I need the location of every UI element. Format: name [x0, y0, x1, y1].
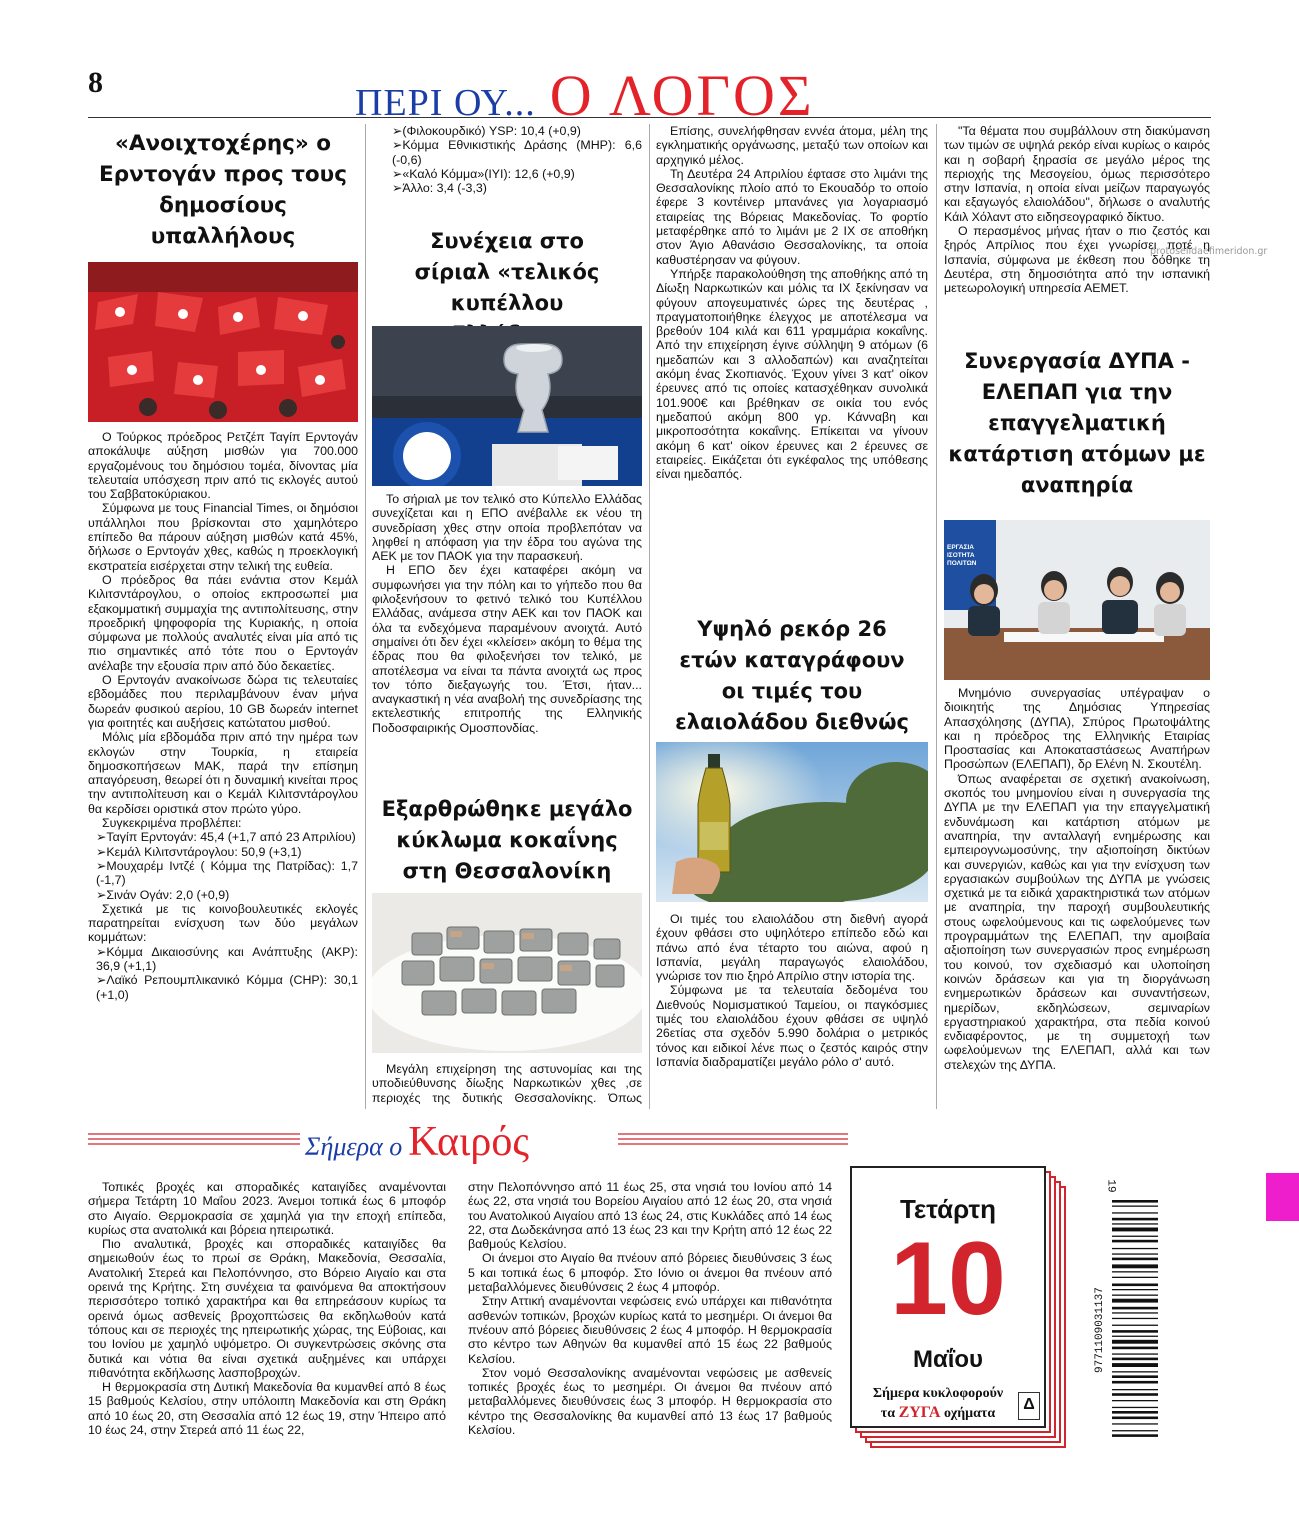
headline-dypa: Συνεργασία ΔΥΠΑ - ΕΛΕΠΑΠ για την επαγγελματική κατάρτιση ατόμων με αναπηρία — [948, 349, 1206, 497]
weather-p4: στην Πελοπόννησο από 11 έως 25, στα νησιά του Ιονίου από 14 έως 22, στα νησιά του Βορείου Αιγαίου από 12 έως 20, στα νησιά του Ανατολικού Αιγαίου από 13 έως 24, στις Κυκλάδες από 14 έως 22, στα Δωδεκάνησα από 13 έως 23 και την Κρήτη από 12 έως 22 βαθμούς Κελσίου. — [468, 1180, 832, 1252]
masthead-o-logos: Ο ΛΟΓΟΣ — [549, 63, 815, 128]
dypa-body — [944, 686, 1210, 1072]
article-dypa — [944, 346, 1210, 501]
weather-title-part-b: Καιρός — [408, 1119, 529, 1165]
barcode-issue: 19 — [1104, 1179, 1117, 1193]
weather-title-part-a: Σήμερα ο — [305, 1132, 403, 1161]
dypa-p1: Μνημόνιο συνεργασίας υπέγραψαν ο διοικητής της Δημόσιας Υπηρεσίας Απασχόλησης (ΔΥΠΑ), Σπύρος Πρωτοψάλτης και η πρόεδρος της Ελληνικής Εταιρίας Προστασίας και Αποκαταστάσεως Αναπήρων Προσώπων (ΕΛΕΠΑΠ), δρ Ελένη Ν. Σκουτέλη. — [944, 686, 1210, 772]
weather-p7: Στον νομό Θεσσαλονίκης αναμένονται νεφώσεις με ασθενείς τοπικές βροχές έως το μεσημέρι. Οι άνεμοι θα πνέουν από μεταβαλλόμενες διευθύνσεις έως 3 μποφόρ. Η θερμοκρασία στο κέντρο της Θεσσαλονίκης θα κυμανθεί από 13 έως 17 βαθμούς Κελσίου. — [468, 1365, 832, 1438]
erdogan-body — [88, 430, 358, 1002]
calendar-weekday: Τετάρτη — [899, 1194, 996, 1224]
headline-erdogan: «Ανοιχτοχέρης» ο Ερντογάν προς τους δημοσίους υπαλλήλους — [99, 131, 347, 249]
olive-p2: Σύμφωνα με τα τελευταία δεδομένα του Διεθνούς Νομισματικού Ταμείου, οι παγκόσμιες τιμές του ελαιολάδου έχουν φθάσει σε υψηλό 26ετίας στα σχεδόν 5.990 δολάρια ο μετρικός τόνος και ειδικοί λένε πως ο ζεστός καιρός στην Ισπανία διαδραματίζει μεγάλο ρόλο σ' αυτό. — [656, 983, 928, 1069]
headline-cocaine: Εξαρθρώθηκε μεγάλο κύκλωμα κοκαΐνης στη Θεσσαλονίκη — [381, 797, 633, 883]
olive-body — [656, 912, 928, 1069]
watermark: protoselidaefimeridon.gr — [1150, 246, 1268, 257]
cup-trophy-image — [372, 326, 642, 486]
cocaine-p1-start — [372, 1062, 642, 1105]
weather-p3: Η θερμοκρασία στη Δυτική Μακεδονία θα κυμανθεί από 8 έως 15 βαθμούς Κελσίου, στην υπόλοιπη Μακεδονία και στη Θράκη από 10 έως 20, στη Θεσσαλία από 12 έως 19, στην Ήπειρο από 10 έως 24, στην Στερεά από 11 έως 22, — [88, 1380, 446, 1438]
erdogan-party-item: ➢(Φιλοκουρδικό) YSP: 10,4 (+0,9) — [392, 124, 581, 138]
weather-col-2 — [468, 1180, 832, 1437]
odd-even-line2 — [856, 1403, 1020, 1423]
photo-dypa-signing — [944, 520, 1210, 680]
pink-page-tab — [1266, 1173, 1299, 1221]
photo-sign-text: ΕΡΓΑΣΙΑ ΙΣΟΤΗΤΑ ΠΟΛΙΤΩΝ — [947, 544, 977, 567]
erdogan-poll-item: ➢Μουχαρέμ Ιντζέ ( Κόμμα της Πατρίδας): 1,7 (-1,7) — [96, 858, 358, 888]
masthead-rule — [88, 117, 1211, 118]
weather-p6: Στην Αττική αναμένονται νεφώσεις ενώ υπάρχει και πιθανότητα ασθενών τοπικών, βροχών κυρίως κατά το μεσημέρι. Οι άνεμοι θα πνέουν από βόρειες διευθύνσεις 2 έως 4 μποφόρ. Η θερμοκρασία στο κέντρο των Αθηνών θα κυμανθεί από 15 έως 22 βαθμούς Κελσίου. — [468, 1294, 832, 1366]
erdogan-list-intro: Συγκεκριμένα προβλέπει: — [102, 816, 242, 831]
weather-p5: Οι άνεμοι στο Αιγαίο θα πνέουν από βόρειες διευθύνσεις 3 έως 5 και τοπικά έως 6 μποφόρ. Στο Ιόνιο οι άνεμοι θα πνέουν από μεταβαλλόμενες διευθύνσεις 2 έως 4 μποφόρ. — [468, 1251, 832, 1295]
cocaine-packages-image — [372, 893, 642, 1053]
weather-p1: Τοπικές βροχές και σποραδικές καταιγίδες αναμένονται σήμερα Τετάρτη 10 Μαΐου 2023. Άνεμοι τοπικά έως 6 μποφόρ στο Αιγαίο. Θερμοκρασία σε χαμηλά για την εποχή επίπεδα, κυρίως στα ανατολικά και βόρεια ηπειρωτικά. — [88, 1180, 446, 1237]
article-olive-oil — [656, 614, 928, 738]
erdogan-poll-item: ➢Κεμάλ Κιλιτσντάρογλου: 50,9 (+3,1) — [96, 844, 302, 859]
photo-cocaine-packages — [372, 893, 642, 1053]
cup-body — [372, 492, 642, 735]
cocaine-p1-text: Μεγάλη επιχείρηση της αστυνομίας και της υποδιεύθυνσης δίωξης Ναρκωτικών χθες ,σε περιοχές της δυτικής Θεσσαλονίκης. Όπως — [372, 1062, 642, 1105]
calendar-month: Μαΐου — [912, 1346, 984, 1373]
erdogan-p3: Ο πρόεδρος θα πάει ενάντια στον Κεμάλ Κιλιτσντάρογλου, ο οποίος εκπροσωπεί μια εξακομματική συμμαχία της αντιπολίτευσης, στην προεδρική ψηφοφορία της Κυριακής, η οποία σύμφωνα με πολλούς αναλυτές είναι μία από τις πιο σημαντικές από τότε που ο Ερντογάν ανέλαβε την εξουσία πριν από δύο δεκαετίες. — [88, 572, 358, 673]
erdogan-party-item: ➢Λαϊκό Ρεπουμπλικανικό Κόμμα (CHP): 30,1 (+1,0) — [96, 973, 358, 1002]
erdogan-p2: Σύμφωνα με τους Financial Times, οι δημόσιοι υπάλληλοι που βρίσκονται στο χαμηλότερο επίπεδο θα πάρουν αύξηση μισθών κατά 45%, δήλωσε ο Ερντογάν χθες, καθώς η προεκλογική εκστρατεία εισέρχεται στην τελική της ευθεία. — [88, 501, 358, 573]
erdogan-party-item: ➢Κόμμα Εθνικιστικής Δράσης (MHP): 6,6 (-0,6) — [392, 138, 642, 167]
cocaine-p4: Υπήρξε παρακολούθηση της αποθήκης από τη Δίωξη Ναρκωτικών και μόλις τα ΙΧ ξεκίνησαν να φύγουν απογευματινές ώρες της δευτέρας , πραγματοποιήθηκε έλεγχος με αποτέλεσμα να βρεθούν 104 κιλά και 611 γραμμάρια κοκαΐνης. Από την επιχείρηση έγινε σύλληψη 9 ατόμων (6 ημεδαπών και 3 αλλοδαπών) και αναζητείται ακόμη ένας Σκοπιανός. Έχουν γίνει 3 κατ' οίκον έρευνες από τις οποίες κατασχέθηκαν συνολικά 101.900€ και βρέθηκαν σε οικία του ενός ημεδαπού ακόμη 800 γρ. Κάνναβη και μικροποσότητα κοκαΐνης. Επίκειται να γίνουν ακόμη 6 κατ' οίκον έρευνες και 2 έρευνες σε εταιρείες. Εικάζεται ότι εγκέφαλος της υπόθεσης είναι ημεδαπός. — [656, 266, 928, 482]
olive-p4: Ο περασμένος μήνας ήταν ο πιο ζεστός και ξηρός Απρίλιος που έχει γνωρίσει ποτέ η Ισπανία, σύμφωνα με έκθεση που δόθηκε τη Δευτέρα, στη δημοσιότητα από την ισπανική μετεωρολογική υπηρεσία ΑΕΜΕΤ. — [944, 224, 1210, 296]
rally-flags-image — [88, 262, 358, 422]
column-divider — [649, 124, 650, 1109]
erdogan-p1: Ο Τούρκος πρόεδρος Ρετζέπ Ταγίπ Ερντογάν αποκάλυψε αύξηση μισθών για 700.000 εργαζομένους του δημόσιου τομέα, δίνοντας μία τελευταία υπόσχεση πριν από τις εκλογές αυτού του Σαββατοκύριακου. — [88, 430, 358, 502]
odd-even-word-ta: τα — [880, 1406, 896, 1421]
calendar-front-sheet — [850, 1166, 1046, 1428]
column-divider — [936, 124, 937, 1109]
olive-continued — [944, 124, 1210, 296]
erdogan-continued — [372, 124, 642, 195]
masthead — [355, 62, 815, 129]
odd-even-zyga: ΖΥΓΑ — [898, 1404, 941, 1421]
odd-even-notice — [856, 1384, 1020, 1424]
column-divider — [365, 124, 366, 1109]
cocaine-body — [372, 1062, 642, 1105]
weather-p2: Πιο αναλυτικά, βροχές και σποραδικές καταιγίδες θα σημειωθούν έως το πρωί σε Θράκη, Μακεδονία, Θεσσαλία, Ανατολική Στερεά και Πελοπόννησο, στο Βόρειο Αιγαίο και στα ορεινά της Κρήτης. Στη συνέχεια τα φαινόμενα θα αποκτήσουν περισσότερο τοπικό χαρακτήρα και θα επηρεάσουν κυρίως τα ορεινά όμως ασθενείς βροχοπτώσεις θα εκδηλωθούν κατά τόπους και σε περιοχές της ηπειρωτικής χώρας, της Εύβοιας, και του Ιονίου με χαμηλό υψόμετρο. Οι συγκεντρώσεις σκόνης στα δυτικά και νότια θα είναι σχετικά αυξημένες και υπάρχει πιθανότητα εκδήλωσης λασποβροχών. — [88, 1237, 446, 1380]
erdogan-party-item: ➢Άλλο: 3,4 (-3,3) — [392, 181, 487, 196]
photo-olive-oil-bottle — [656, 742, 928, 902]
article-erdogan — [88, 124, 358, 252]
odd-even-word-vehicles: οχήματα — [943, 1406, 996, 1421]
weather-col-1 — [88, 1180, 446, 1437]
headline-olive-oil: Υψηλό ρεκόρ 26 ετών καταγράφουν οι τιμές του ελαιολάδου διεθνώς — [675, 617, 909, 734]
calendar-day: 10 — [890, 1221, 1006, 1337]
erdogan-poll-item: ➢Σινάν Ογάν: 2,0 (+0,9) — [96, 887, 230, 902]
odd-even-line1: Σήμερα κυκλοφορούν — [872, 1386, 1004, 1401]
calendar-widget — [850, 1166, 1070, 1456]
headline-cup: Συνέχεια στο σίριαλ «τελικός κυπέλλου — [414, 229, 600, 315]
erdogan-party-item: ➢Κόμμα Δικαιοσύνης και Ανάπτυξης (AKP): 36,9 (+1,1) — [96, 944, 358, 973]
page-number: 8 — [88, 66, 103, 99]
erdogan-parliament-para: Σχετικά με τις κοινοβουλευτικές εκλογές παρατηρείται ενίσχυση των δύο μεγάλων κομμάτων: — [88, 901, 358, 945]
erdogan-poll-item: ➢Ταγίπ Ερντογάν: 45,4 (+1,7 από 23 Απριλίου) — [96, 830, 356, 845]
cocaine-p2: Επίσης, συνελήφθησαν εννέα άτομα, μέλη της εγκληματικής οργάνωσης, μεταξύ των οποίων και αρχηγικό μέλος. — [656, 124, 928, 167]
barcode-number: 9771109031137 — [1094, 1287, 1106, 1373]
olive-p3: "Τα θέματα που συμβάλλουν στη διακύμανση των τιμών σε υψηλά ρεκόρ είναι κυρίως ο καιρός και η σοβαρή ξηρασία σε μεγάλο μέρος της περιοχής της Μεσογείου, όμως περισσότερο στην Ισπανία, η οποία είναι μείζων παραγωγός και εξαγωγός ελαιολάδου", δήλωσε ο αναλυτής Κάιλ Χόλαντ στο ειδησεογραφικό δίκτυο. — [944, 124, 1210, 224]
cup-p2: Η ΕΠΟ δεν έχει καταφέρει ακόμη να συμφωνήσει για την πόλη και το γήπεδο που θα φιλοξενήσουν το φετινό τελικό του Κυπέλλου Ελλάδας, ανάμεσα στην ΑΕΚ και τον ΠΑΟΚ και όλα τα ενδεχόμενα παραμένουν ανοιχτά. Αυτό σημαίνει ότι δεν έχει «κλείσει» ακόμη το θέμα της έδρας που θα φιλοξενήσει τον τελικό, με αποτέλεσμα να είναι τα πάντα ανοιχτά ως προς τον τόπο διεξαγωγής του. Έτσι, ήταν... αναγκαστική η νέα αναβολή της συνεδρίασης της εκτελεστικής επιτροπής της Ελληνικής Ποδοσφαιρικής Ομοσπονδίας. — [372, 563, 642, 735]
cocaine-p3: Τη Δευτέρα 24 Απριλίου έφτασε στο λιμάνι της Θεσσαλονίκης πλοίο από το Εκουαδόρ το οποίο έφερε 3 κοντέινερ μπανάνες για λογαριασμό εταιρείας της Βόρειας Μακεδονίας. Το φορτίο μεταφέρθηκε από το λιμάνι με 2 ΙΧ σε αποθήκη στον Άγιο Αθανάσιο Θεσσαλονίκης, τα οποία καθυστέρησαν να φύγουν. — [656, 166, 928, 267]
olive-p1: Οι τιμές του ελαιολάδου στη διεθνή αγορά έχουν φθάσει στο υψηλότερο επίπεδο εδώ και πάνω από ένα τέταρτο του αιώνα, αφού η Ισπανία, μεγάλη παραγωγός ελαιολάδου, γνώρισε τον πιο ξηρό Απρίλιο στην ιστορία της. — [656, 912, 928, 984]
erdogan-p5: Μόλις μία εβδομάδα πριν από την ημέρα των εκλογών στην Τουρκία, η εταιρεία δημοσκοπήσεων ΜΑΚ, παρά την επίσημη απαγόρευση, θεωρεί ότι η δυναμική κινείται προς την αντιπολίτευση και ο Κεμάλ Κιλιτσντάρογλου θα κερδίσει οριστικά στον πρώτο γύρο. — [88, 730, 358, 816]
article-cocaine — [372, 794, 642, 887]
dypa-p2: Όπως αναφέρεται σε σχετική ανακοίνωση, σκοπός του μνημονίου είναι η συνεργασία της ΔΥΠΑ με την ΕΛΕΠΑΠ για την επαγγελματική ενδυνάμωση και κατάρτιση ατόμων με αναπηρία, την ανταλλαγή ενημέρωσης και εμπειρογνωμοσύνης, την αξιοποίηση δικτύων και συνεργιών, καθώς και για την ενίσχυση των εργασιακών συμβούλων της ΔΥΠΑ με γνώσεις σχετικά με τα ειδικά χαρακτηριστικά των ατόμων με αναπηρία, την παροχή συμβουλευτικής στους ωφελούμενους και τις ωφελούμενες των προγραμμάτων της ΕΛΕΠΑΠ, την αμοιβαία αξιοποίηση των συνεργασιών προς ενημέρωση του κοινού, τον σχεδιασμό και υλοποίηση κοινών δράσεων και για τη διοργάνωση ενημερωτικών δράσεων και συναντήσεων, ημερίδων, εκδηλώσεων, σεμιναρίων εργαστηριακού χαρακτήρα, στα πεδία κοινού ενδιαφέροντος, με τη συμμετοχή των ωφελούμενων της ΕΛΕΠΑΠ, αλλά και των στελεχών της ΔΥΠΑ. — [944, 771, 1210, 1072]
weather-title — [305, 1118, 529, 1166]
barcode-graphic — [1112, 1200, 1158, 1460]
photo-greek-cup-trophy — [372, 326, 642, 486]
cup-p1: Το σήριαλ με τον τελικό στο Κύπελλο Ελλάδας συνεχίζεται και η ΕΠΟ ανέβαλλε εκ νέου τη συνεδρίαση χθες στην οποία προβλεπόταν να ληφθεί η απόφαση για την έδρα του αγώνα της ΑΕΚ με τον ΠΑΟΚ για την παρασκευή. — [372, 492, 642, 564]
erdogan-party-item: ➢«Καλό Κόμμα»(IYI): 12,6 (+0,9) — [392, 166, 575, 181]
olive-oil-image — [656, 742, 928, 902]
photo-erdogan-rally — [88, 262, 358, 422]
delta-box: Δ — [1018, 1392, 1040, 1420]
erdogan-p4: Ο Ερντογάν ανακοίνωσε δώρα τις τελευταίες εβδομάδες που περιλαμβάνουν έναν μήνα δωρεάν φυσικού αερίου, 10 GB δωρεάν internet για φοιτητές και αυξήσεις κατώτατου μισθού. — [88, 673, 358, 730]
cocaine-continued — [656, 124, 928, 481]
masthead-peri-ou: ΠΕΡΙ ΟΥ... — [355, 82, 536, 124]
